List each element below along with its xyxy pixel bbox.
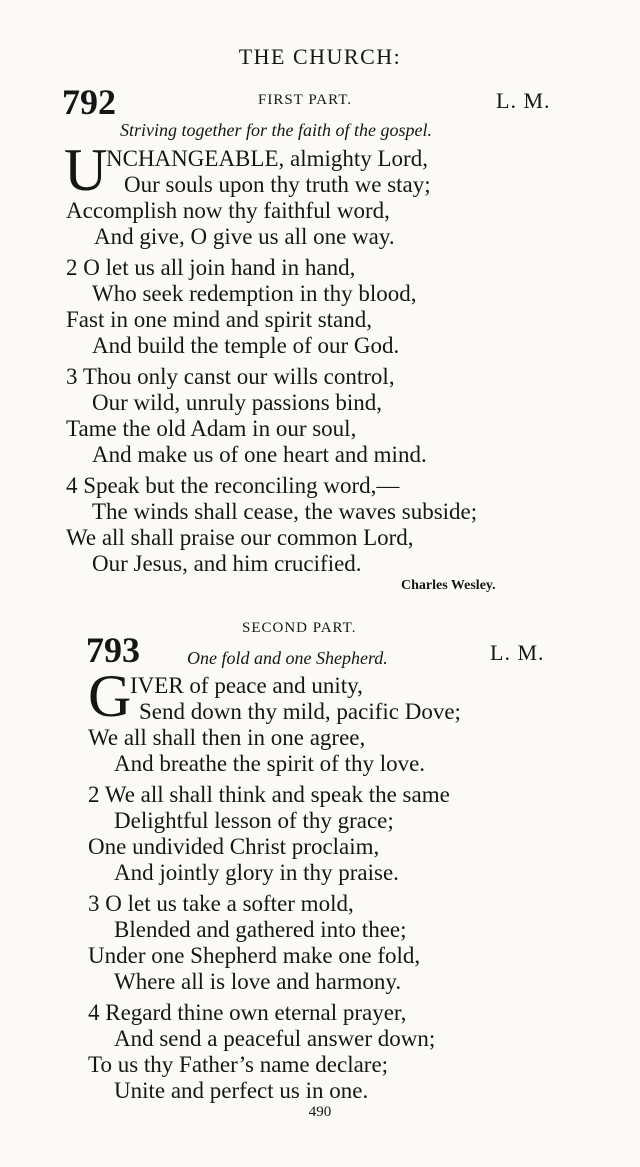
hymn-792-line: The winds shall cease, the waves subside; [92,499,478,524]
page-number: 490 [308,1104,332,1120]
hymn-793-line: We all shall then in one agree, [88,725,366,750]
hymn-793-number: 793 [86,630,140,670]
hymn-793-line: 2 We all shall think and speak the same [88,782,450,807]
hymn-793-dropcap: G [88,663,132,729]
hymn-792-line: 3 Thou only canst our wills control, [66,364,395,389]
hymn-792-line: We all shall praise our common Lord, [66,525,414,550]
hymn-793-line: IVER of peace and unity, [130,673,363,698]
hymn-792-dropcap: U [64,137,108,203]
hymn-792-line: And make us of one heart and mind. [92,442,427,467]
hymn-792-number: 792 [62,82,116,122]
hymn-792-line: 4 Speak but the reconciling word,— [66,473,400,498]
hymn-793-subtitle: One fold and one Shepherd. [187,648,388,668]
hymn-793-line: And jointly glory in thy praise. [114,860,399,885]
hymn-792-line: NCHANGEABLE, almighty Lord, [106,146,428,171]
hymn-792-line: Our souls upon thy truth we stay; [124,172,431,197]
hymn-792-line: Who seek redemption in thy blood, [92,281,417,306]
hymn-793-line: Where all is love and harmony. [114,969,402,994]
hymn-793-line: Send down thy mild, pacific Dove; [139,699,461,724]
running-head: THE CHURCH: [238,44,402,69]
hymn-792-line: Tame the old Adam in our soul, [66,416,357,441]
hymn-792-line: Accomplish now thy faithful word, [66,198,390,223]
hymn-792-part: FIRST PART. [258,92,353,108]
hymn-793-line: 4 Regard thine own eternal prayer, [88,1000,407,1025]
hymn-793-line: And breathe the spirit of thy love. [114,751,426,776]
hymn-792-line: 2 O let us all join hand in hand, [66,255,356,280]
hymn-793-line: And send a peaceful answer down; [114,1026,436,1051]
hymn-793-line: Delightful lesson of thy grace; [114,808,394,833]
hymn-792-author: Charles Wesley. [401,578,496,593]
hymn-793-line: Blended and gathered into thee; [114,917,407,942]
hymn-792-line: And give, O give us all one way. [94,224,395,249]
hymn-792-line: Fast in one mind and spirit stand, [66,307,373,332]
hymn-792-line: Our wild, unruly passions bind, [92,390,383,415]
hymn-792-line: And build the temple of our God. [92,333,400,358]
hymn-793-part: SECOND PART. [242,620,357,636]
hymn-793-line: To us thy Father’s name declare; [88,1052,389,1077]
hymn-793-meter: L. M. [490,640,545,665]
hymn-792-subtitle: Striving together for the faith of the gospel. [120,120,432,140]
hymn-793-line: Unite and perfect us in one. [114,1078,369,1103]
hymn-792-line: Our Jesus, and him crucified. [92,551,362,576]
hymn-793-line: 3 O let us take a softer mold, [88,891,354,916]
hymn-793-line: Under one Shepherd make one fold, [88,943,421,968]
hymn-792-meter: L. M. [496,88,551,113]
hymn-793-line: One undivided Christ proclaim, [88,834,380,859]
